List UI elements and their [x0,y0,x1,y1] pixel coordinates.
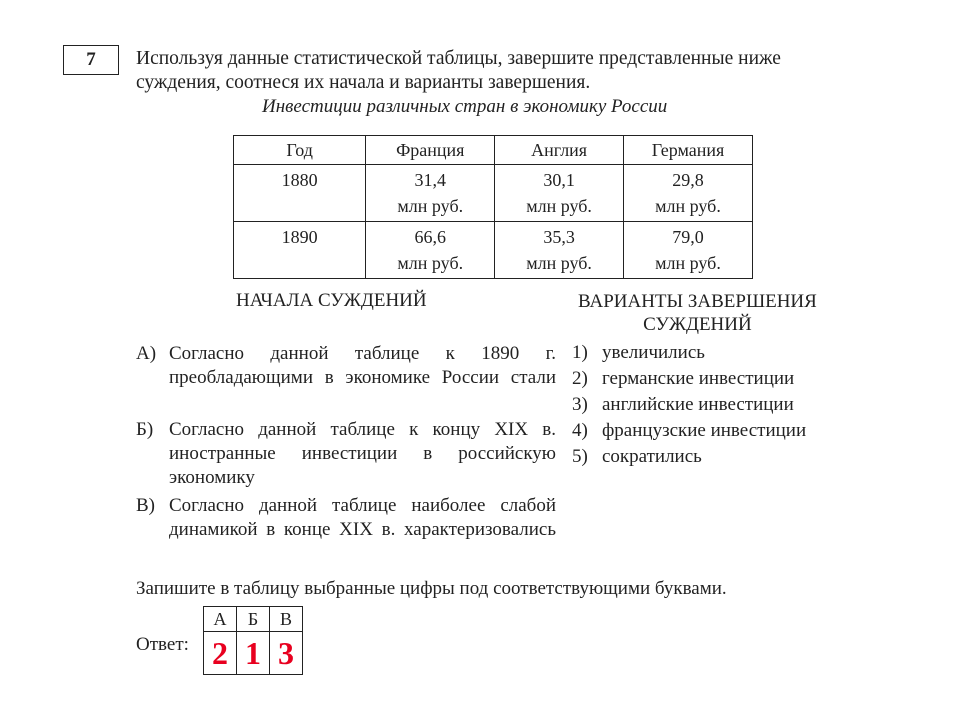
value-cell [366,165,495,222]
header-germany: Германия [623,136,752,165]
endings-heading [578,290,817,336]
table-row [234,222,753,279]
statement-a [136,342,556,390]
cell-unit: млн руб. [655,253,721,273]
cell-value: 31,4 [414,170,447,190]
option-number: 5) [572,446,588,467]
statement-text: Согласно данной таблице к 1890 г. преобладающими в экономике России стали [169,343,556,388]
cell-value: 35,3 [543,227,575,247]
statement-letter: А) [136,343,157,364]
value-cell [366,222,495,279]
answer-letter: А [204,607,237,632]
option-text: английские инвестиции [602,394,794,415]
answer-label: Ответ: [136,634,189,655]
investments-table [233,135,753,279]
option-number: 2) [572,368,588,389]
endings-heading-line1: ВАРИАНТЫ ЗАВЕРШЕНИЯ [578,291,817,312]
starts-heading: НАЧАЛА СУЖДЕНИЙ [236,290,427,311]
value-cell [495,222,624,279]
header-year: Год [234,136,366,165]
cell-unit: млн руб. [397,253,464,273]
option-text: германские инвестиции [602,368,795,389]
header-england: Англия [495,136,624,165]
option-number: 3) [572,394,588,415]
endings-heading-line2: СУЖДЕНИЙ [643,314,752,335]
cell-unit: млн руб. [526,196,592,216]
answer-value[interactable]: 3 [270,632,303,675]
statement-text: Согласно данной таблице к концу XIX в. иностранные инвестиции в российскую экономику [169,419,556,488]
task-number-box: 7 [63,45,119,75]
table-caption: Инвестиции различных стран в экономику России [262,96,668,117]
value-cell [495,165,624,222]
value-cell [623,222,752,279]
cell-unit: млн руб. [526,253,592,273]
table-header-row [234,136,753,165]
answer-letter: В [270,607,303,632]
cell-value: 30,1 [543,170,575,190]
statement-b [136,418,556,490]
list-item [572,418,806,444]
task-instructions: Используя данные статистической таблицы, завершите представленные ниже суждения, соотнеся их начала и варианты завершения. [136,48,781,93]
cell-value: 29,8 [672,170,704,190]
answer-table [203,606,303,675]
cell-value: 66,6 [414,227,447,247]
cell-unit: млн руб. [655,196,721,216]
answer-value[interactable]: 2 [204,632,237,675]
answer-letters-row [204,607,303,632]
year-cell: 1880 [234,165,366,222]
answer-values-row [204,632,303,675]
cell-unit: млн руб. [397,196,464,216]
options-list [572,340,806,470]
cell-value: 79,0 [672,227,704,247]
year-cell: 1890 [234,222,366,279]
table-row [234,165,753,222]
statement-v [136,494,556,542]
statement-letter: Б) [136,419,154,440]
option-text: сократились [602,446,702,467]
header-france: Франция [366,136,495,165]
list-item [572,340,806,366]
answer-value[interactable]: 1 [237,632,270,675]
answer-instruction: Запишите в таблицу выбранные цифры под соответствующими буквами. [136,578,727,599]
option-text: французские инвестиции [602,420,807,441]
option-number: 1) [572,342,588,363]
list-item [572,392,806,418]
answer-letter: Б [237,607,270,632]
statement-text: Согласно данной таблице наиболее слабой динамикой в конце XIX в. характеризовались [169,495,556,540]
statement-letter: В) [136,495,155,516]
option-text: увеличились [602,342,705,363]
list-item [572,444,806,470]
list-item [572,366,806,392]
option-number: 4) [572,420,588,441]
value-cell [623,165,752,222]
